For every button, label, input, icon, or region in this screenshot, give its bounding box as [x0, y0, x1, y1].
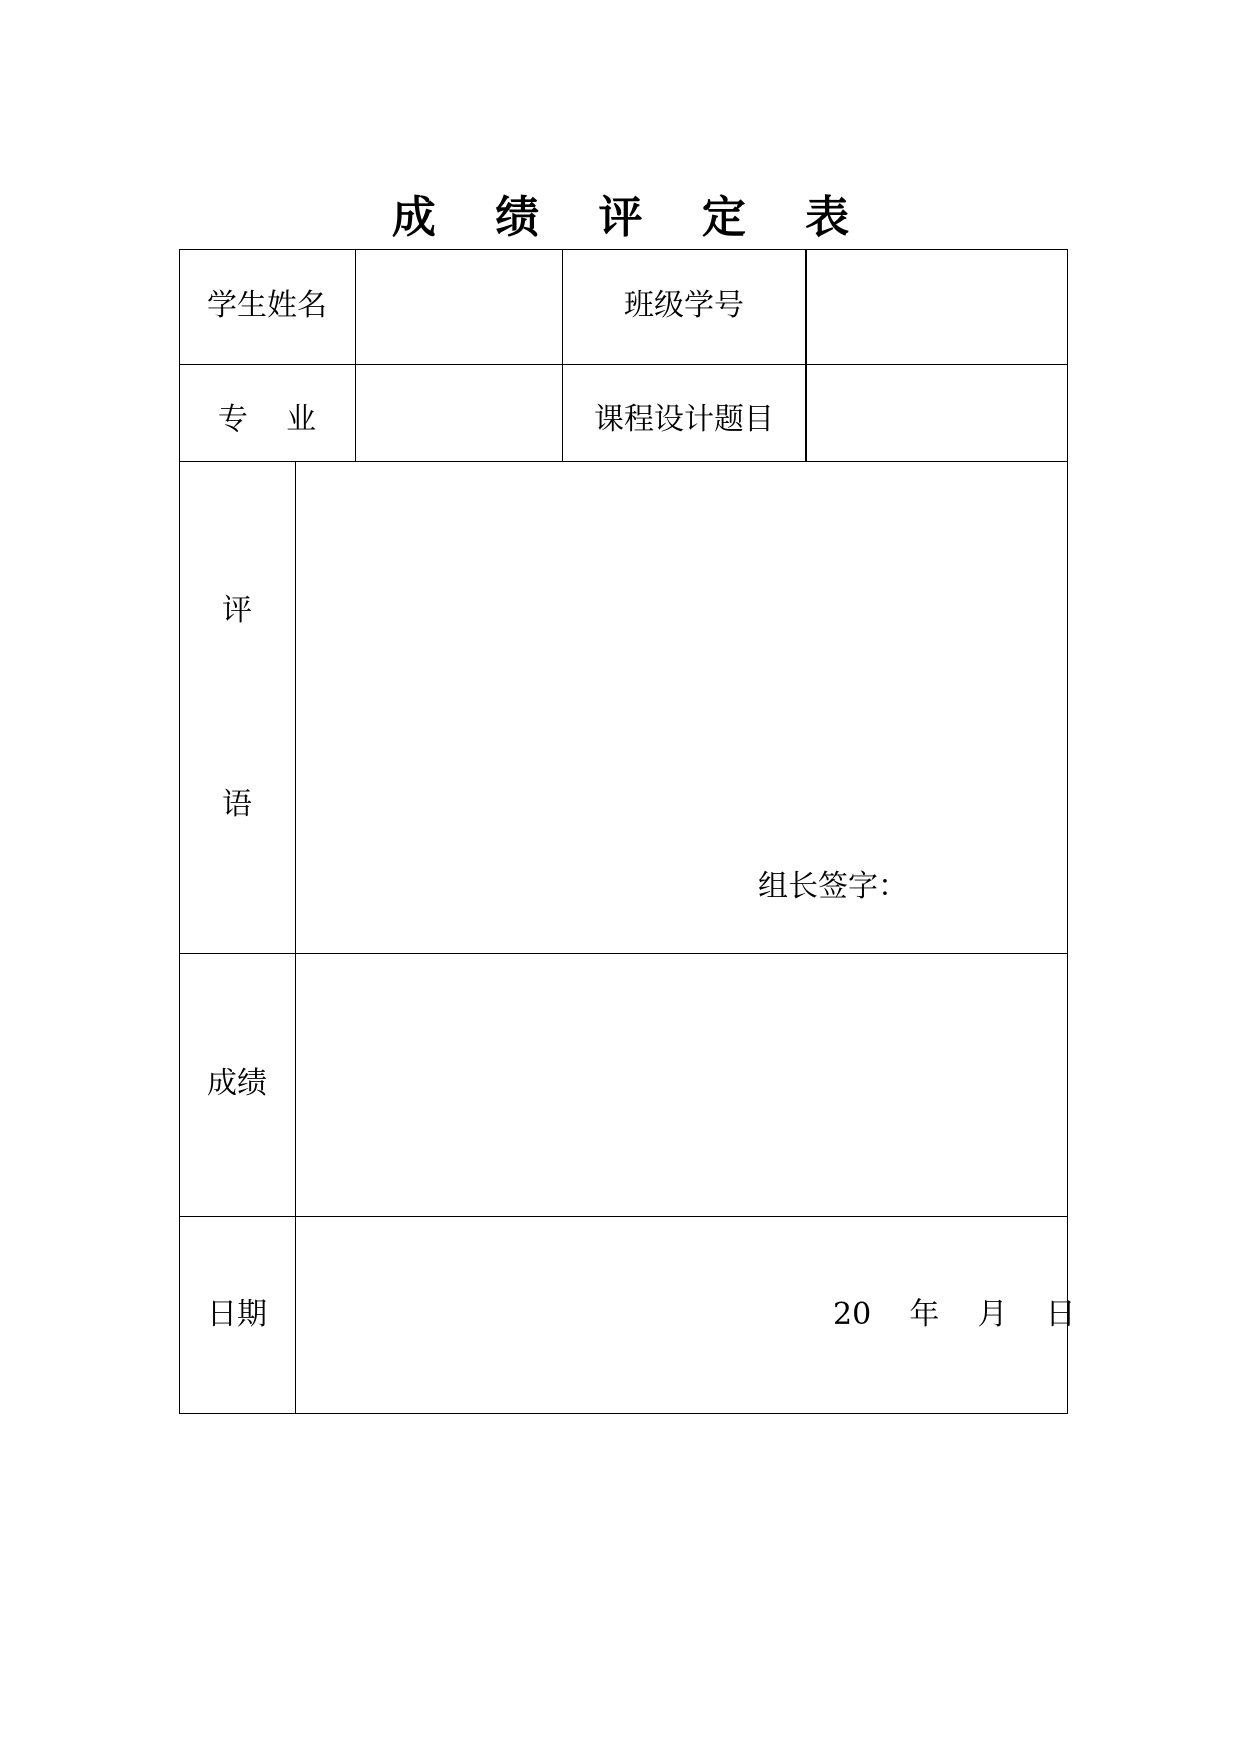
major-label: 专 业 [217, 402, 317, 437]
table-border-bottom [179, 1413, 1068, 1414]
page-title: 成 绩 评 定 表 [391, 192, 872, 243]
header-divider-1 [355, 249, 356, 461]
label-column-divider [295, 461, 296, 1414]
row-divider-2 [179, 461, 1068, 462]
row-divider-3 [179, 953, 1068, 954]
row-divider-4 [179, 1216, 1068, 1217]
comment-label-bottom: 语 [222, 787, 252, 822]
table-border-right [1067, 249, 1068, 1414]
topic-label: 课程设计题目 [594, 402, 774, 437]
table-border-top [179, 249, 1068, 250]
comment-label-top: 评 [222, 593, 252, 628]
date-label: 日期 [207, 1297, 267, 1332]
leader-signature-label: 组长签字： [758, 869, 908, 904]
student-name-label: 学生姓名 [207, 288, 327, 323]
grade-label: 成绩 [207, 1066, 267, 1101]
date-field[interactable]: 20 年 月 日 [833, 1297, 1076, 1332]
class-id-label: 班级学号 [624, 288, 744, 323]
row-divider-1 [179, 364, 1068, 365]
header-divider-3 [805, 249, 807, 461]
